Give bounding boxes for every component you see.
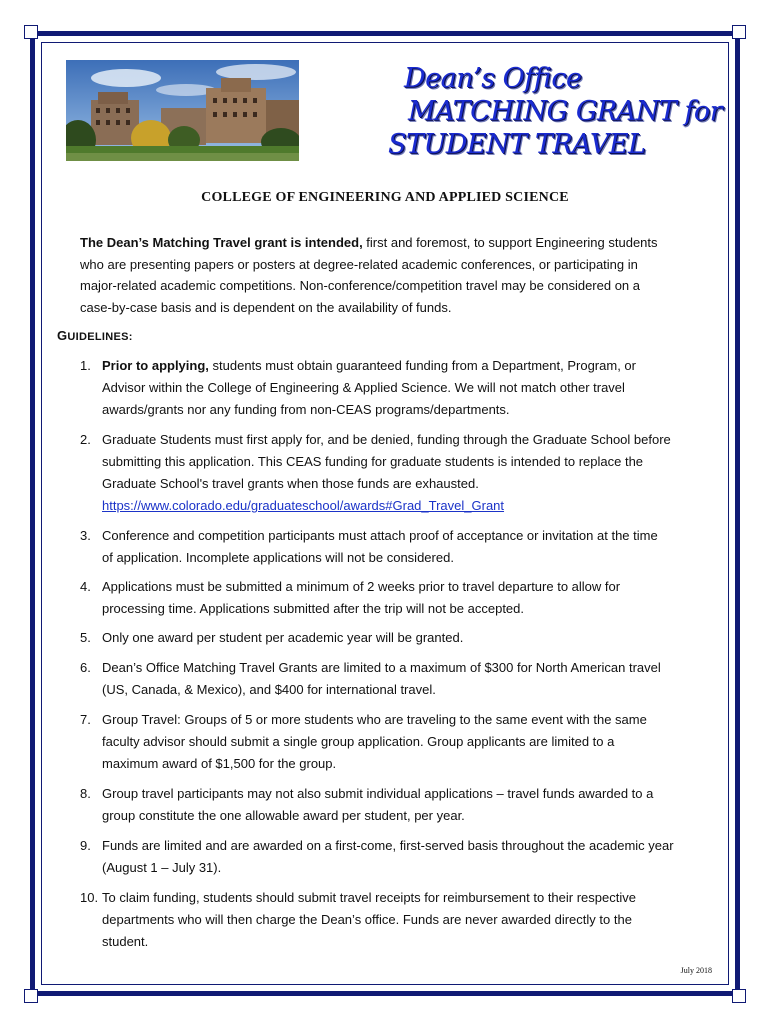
- guidelines-list: [80, 355, 720, 953]
- grad-travel-grant-link[interactable]: https://www.colorado.edu/graduateschool/awards#Grad_Travel_Grant: [102, 498, 505, 513]
- item-line: student.: [102, 934, 149, 949]
- item-number: 2.: [80, 432, 91, 447]
- intro-paragraph: [80, 232, 700, 318]
- item-line: of application. Incomplete applications will not be considered.: [102, 550, 454, 565]
- item-line: submitting this application. This CEAS funding for graduate students is intended to replace the: [102, 454, 644, 469]
- title-line-3: STUDENT TRAVEL: [388, 129, 646, 160]
- item-number: 1.: [80, 358, 91, 373]
- item-line: processing time. Applications submitted after the trip will not be accepted.: [102, 601, 524, 616]
- intro-line-3: major-related academic competitions. Non-conference/competition travel may be considered on a: [80, 278, 641, 293]
- item-line: Group Travel: Groups of 5 or more students who are traveling to the same event with the same: [102, 712, 647, 727]
- item-number: 8.: [80, 786, 91, 801]
- guidelines-heading-initial: G: [57, 328, 68, 343]
- item-line: group constitute the one allowable award per student, per year.: [102, 808, 465, 823]
- campus-building-photo: [66, 60, 299, 161]
- item-line: Graduate School's travel grants when those funds are exhausted.: [102, 476, 479, 491]
- border-corner-tr: [732, 25, 746, 39]
- guideline-item-3: [80, 525, 720, 569]
- guideline-item-2: [80, 429, 720, 517]
- item-line: Advisor within the College of Engineering & Applied Science. We will not match other travel: [102, 380, 625, 395]
- item-number: 9.: [80, 838, 91, 853]
- revision-date: July 2018: [680, 966, 712, 975]
- item-number: 5.: [80, 630, 91, 645]
- guideline-item-4: [80, 576, 720, 620]
- guideline-item-6: [80, 657, 720, 701]
- item-line: awards/grants nor any funding from non-CEAS programs/departments.: [102, 402, 510, 417]
- item-bold-lead: Prior to applying,: [102, 358, 209, 373]
- college-heading: COLLEGE OF ENGINEERING AND APPLIED SCIENCE: [201, 190, 569, 205]
- intro-line-4: case-by-case basis and is dependent on the availability of funds.: [80, 299, 452, 315]
- item-line: faculty advisor should submit a single group application. Group applicants are limited to a: [102, 734, 615, 749]
- border-corner-br: [732, 989, 746, 1003]
- item-line: (August 1 – July 31).: [102, 860, 222, 875]
- guideline-item-9: [80, 835, 720, 879]
- item-line: Graduate Students must first apply for, and be denied, funding through the Graduate School before: [102, 432, 671, 447]
- border-corner-tl: [24, 25, 38, 39]
- guideline-item-8: [80, 783, 720, 827]
- item-number: 6.: [80, 660, 91, 675]
- item-number: 4.: [80, 579, 91, 594]
- item-number: 10.: [80, 890, 99, 905]
- item-number: 3.: [80, 528, 91, 543]
- item-line: (US, Canada, & Mexico), and $400 for international travel.: [102, 682, 436, 697]
- item-number: 7.: [80, 712, 91, 727]
- item-line: To claim funding, students should submit travel receipts for reimbursement to their respective: [102, 890, 636, 905]
- guidelines-heading-rest: UIDELINES:: [67, 331, 133, 343]
- item-line: Conference and competition participants must attach proof of acceptance or invitation at the time: [102, 528, 658, 543]
- guideline-item-7: [80, 709, 720, 775]
- border-corner-bl: [24, 989, 38, 1003]
- intro-lead: The Dean’s Matching Travel grant is intended,: [80, 235, 363, 250]
- item-line: students must obtain guaranteed funding from a Department, Program, or: [208, 358, 636, 373]
- guidelines-heading: [57, 328, 133, 343]
- item-line: Applications must be submitted a minimum of 2 weeks prior to travel departure to allow for: [102, 579, 621, 594]
- title-line-1: Dean’s Office: [404, 63, 582, 94]
- item-line: Only one award per student per academic year will be granted.: [102, 630, 464, 645]
- guideline-item-5: [80, 627, 720, 649]
- intro-line-1: [80, 232, 700, 254]
- item-line: maximum award of $1,500 for the group.: [102, 756, 337, 771]
- intro-line-1-rest: first and foremost, to support Engineering students: [362, 235, 658, 250]
- intro-line-2: who are presenting papers or posters at degree-related academic conferences, or participating in: [80, 256, 638, 272]
- item-line: Dean’s Office Matching Travel Grants are limited to a maximum of $300 for North American travel: [102, 660, 661, 675]
- title-line-2: MATCHING GRANT for: [408, 96, 723, 127]
- item-line: Funds are limited and are awarded on a first-come, first-served basis throughout the academic year: [102, 838, 674, 853]
- item-line: Group travel participants may not also submit individual applications – travel funds awarded to a: [102, 786, 654, 801]
- document-title: [388, 62, 728, 161]
- guideline-item-1: [80, 355, 720, 421]
- guideline-item-10: [80, 887, 720, 953]
- item-line: departments who will then charge the Dean’s office. Funds are never awarded directly to the: [102, 912, 632, 927]
